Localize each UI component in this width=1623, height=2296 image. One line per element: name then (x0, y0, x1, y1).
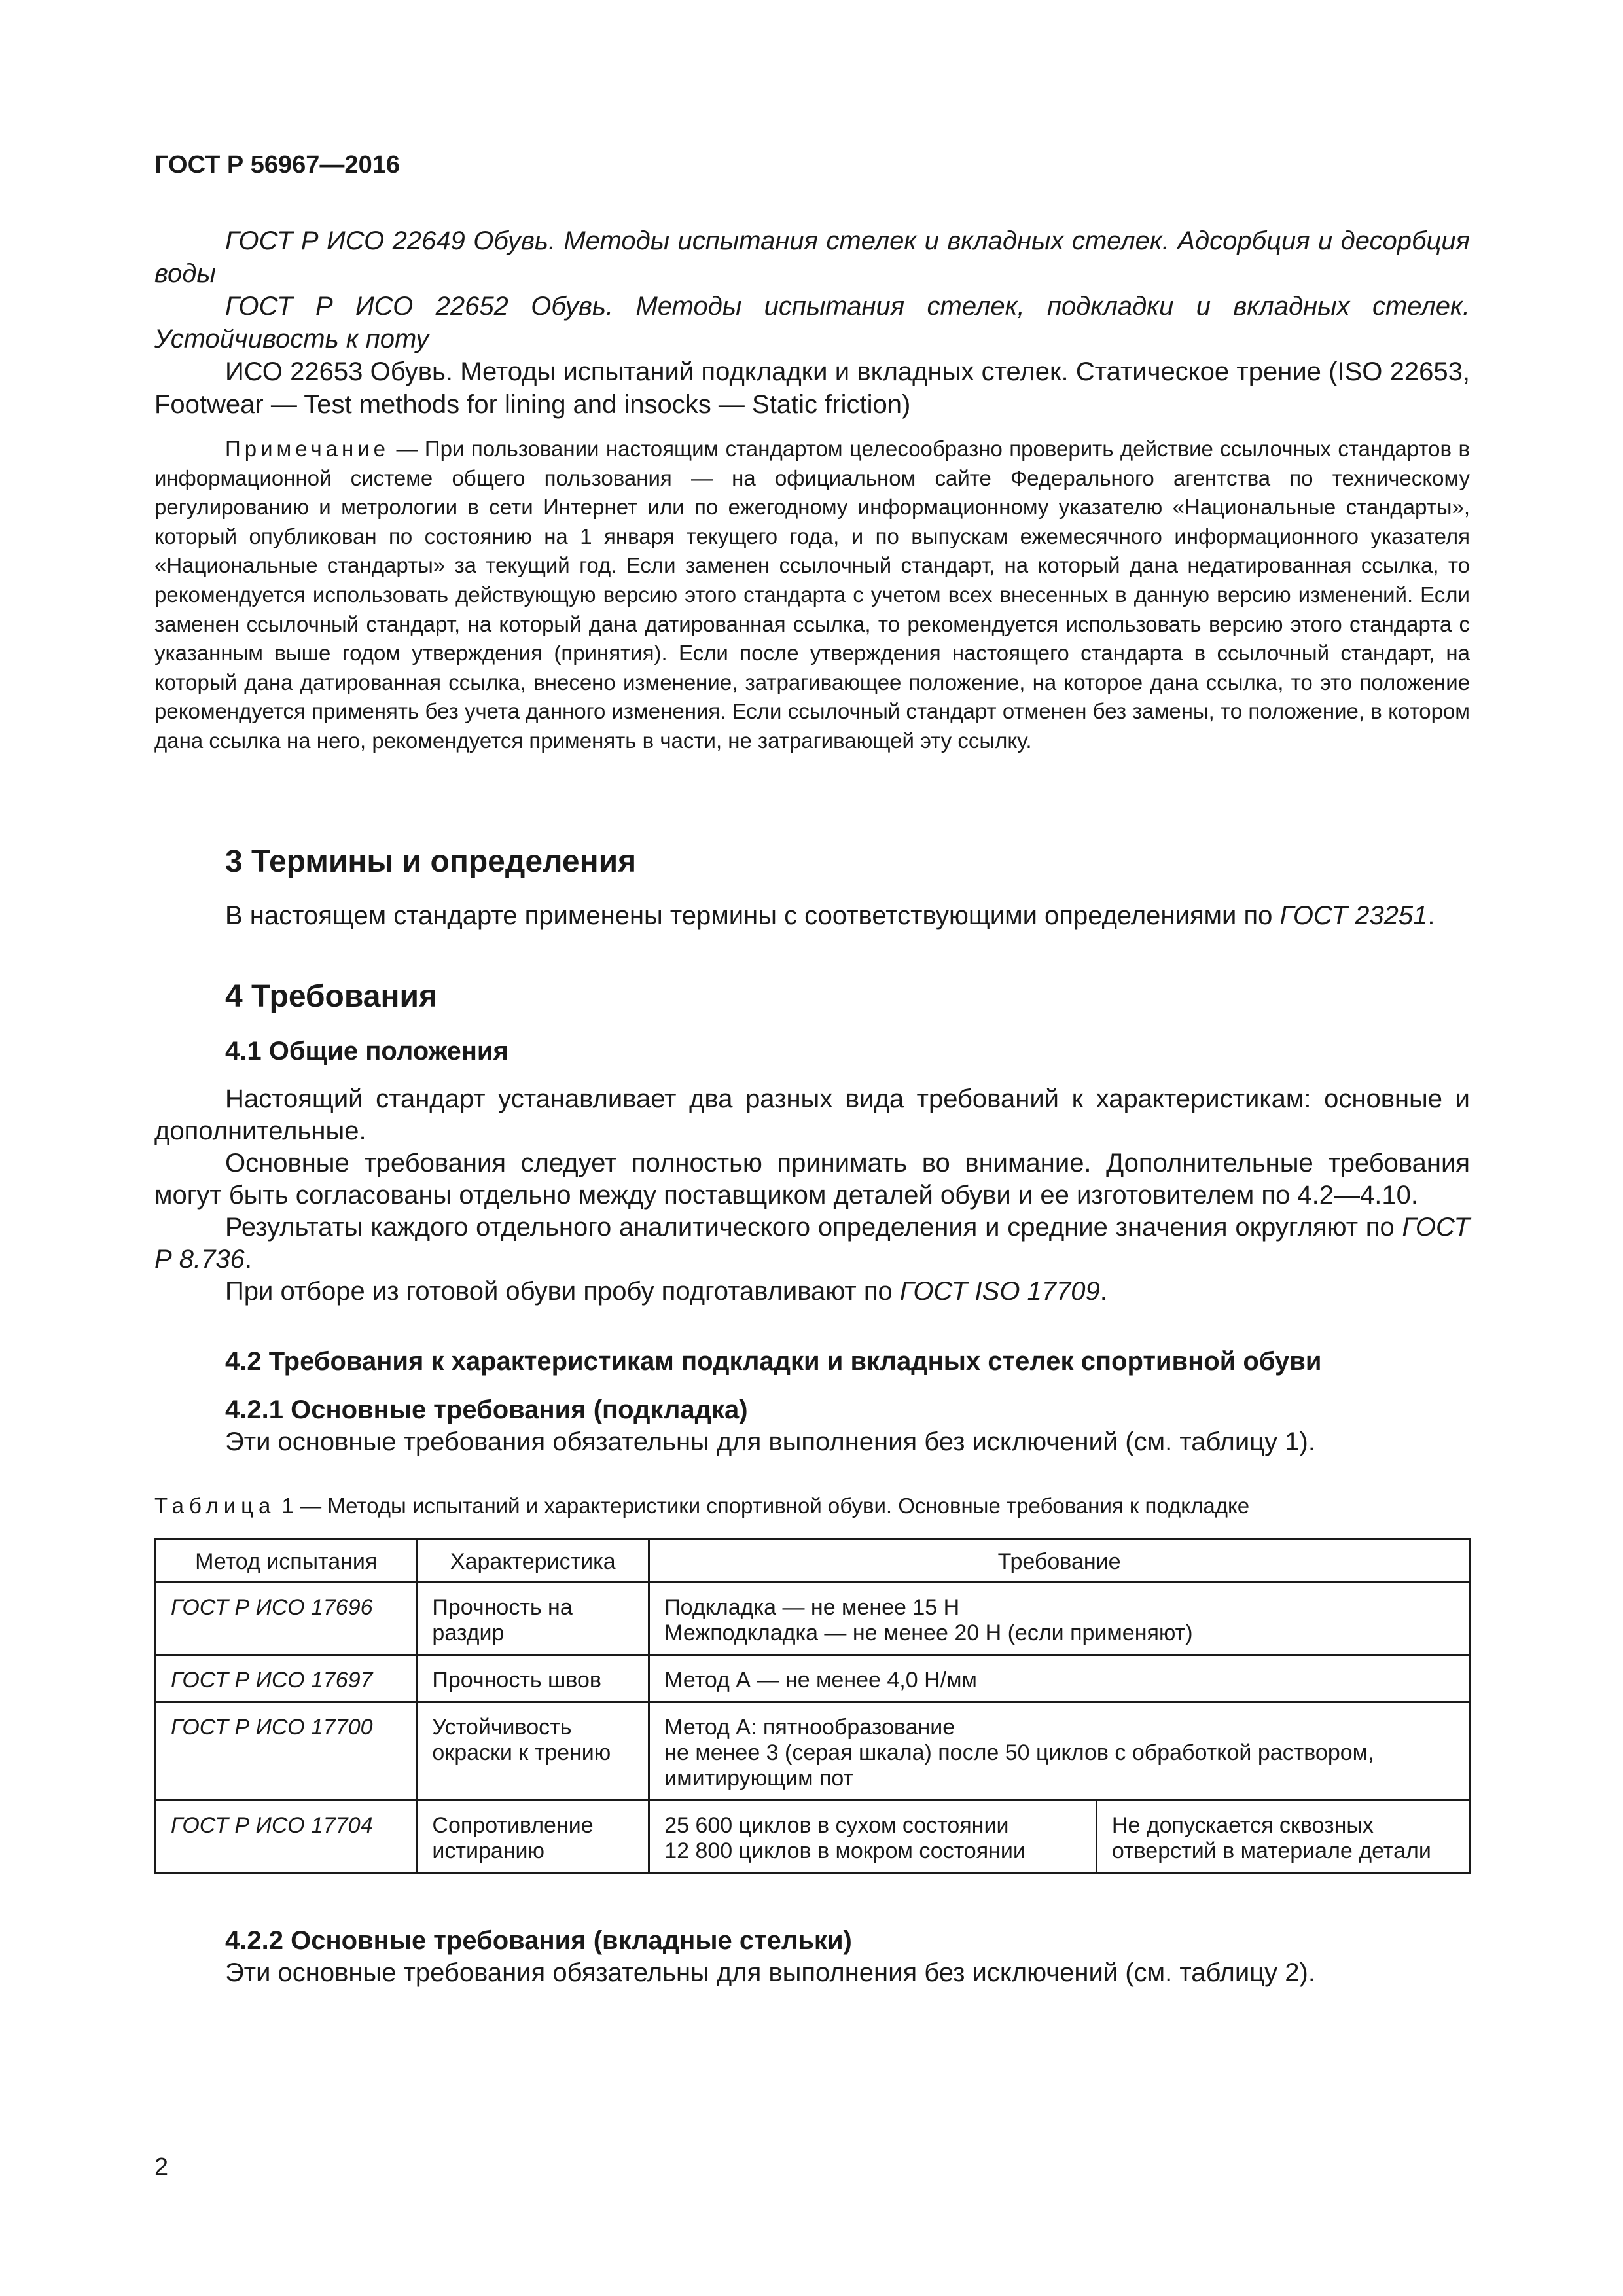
characteristic-cell: Сопротивление истиранию (417, 1801, 649, 1873)
reference-item: ИСО 22653 Обувь. Методы испытаний подкладки и вкладных стелек. Статическое трение (ISO 22653, Footwear — Test methods for lining and insocks — Static friction) (154, 357, 1470, 419)
method-cell: ГОСТ Р ИСО 17696 (156, 1583, 417, 1655)
characteristic-cell: Прочность швов (417, 1655, 649, 1702)
reference-item: ГОСТ Р ИСО 22652 Обувь. Методы испытания стелек, подкладки и вкладных стелек. Устойчивость к поту (154, 292, 1470, 353)
method-cell: ГОСТ Р ИСО 17697 (156, 1655, 417, 1702)
section-4-1-body (154, 1083, 1470, 1308)
column-header-requirement: Требование (649, 1539, 1470, 1583)
requirement-cell (649, 1801, 1097, 1873)
section-4-2-2-text: Эти основные требования обязательны для выполнения без исключений (см. таблицу 2). (225, 1958, 1315, 1987)
requirements-table (154, 1538, 1471, 1874)
table-row (156, 1702, 1470, 1801)
section-3-title: 3 Термины и определения (225, 844, 637, 879)
table-row (156, 1801, 1470, 1873)
table-caption (154, 1492, 1249, 1520)
section-3-text-end: . (1427, 901, 1435, 930)
requirement-cell (649, 1655, 1470, 1702)
paragraph-text: Результаты каждого отдельного аналитического определения и средние значения округляют по (225, 1213, 1402, 1242)
section-3-text-main: В настоящем стандарте применены термины с соответствующими определениями по (225, 901, 1280, 930)
table-row (156, 1655, 1470, 1702)
document-header: ГОСТ Р 56967—2016 (154, 151, 400, 179)
requirement-line: Метод А — не менее 4,0 Н/мм (664, 1668, 977, 1693)
column-header-method: Метод испытания (156, 1539, 417, 1583)
paragraph: Основные требования следует полностью принимать во внимание. Дополнительные требования могут быть согласованы отдельно между поставщиком деталей обуви и ее изготовителем по 4.2—4.10. (154, 1149, 1470, 1210)
section-4-2-1-title: 4.2.1 Основные требования (подкладка) (225, 1395, 748, 1424)
requirement-cell (649, 1702, 1470, 1801)
table-caption-text: 1 — Методы испытаний и характеристики спортивной обуви. Основные требования к подкладке (276, 1494, 1250, 1518)
reference-item: ГОСТ Р ИСО 22649 Обувь. Методы испытания стелек и вкладных стелек. Адсорбция и десорбция воды (154, 226, 1470, 288)
paragraph-text-end: . (1099, 1277, 1107, 1306)
column-header-characteristic: Характеристика (417, 1539, 649, 1583)
document-page (154, 0, 1470, 2296)
section-3-text (154, 900, 1470, 932)
normative-references (154, 224, 1470, 421)
section-4-title: 4 Требования (225, 979, 437, 1014)
requirement-line: Подкладка — не менее 15 Н (664, 1595, 960, 1620)
section-4-2-2-title: 4.2.2 Основные требования (вкладные стельки) (225, 1926, 852, 1955)
method-cell: ГОСТ Р ИСО 17700 (156, 1702, 417, 1801)
section-4-2-title: 4.2 Требования к характеристикам подкладки и вкладных стелек спортивной обуви (225, 1347, 1322, 1376)
requirement-line: Межподкладка — не менее 20 Н (если применяют) (664, 1621, 1193, 1645)
requirement-line: 12 800 циклов в мокром состоянии (664, 1839, 1026, 1863)
requirement-line: не менее 3 (серая шкала) после 50 циклов с обработкой раствором, имитирующим пот (664, 1740, 1374, 1791)
requirement-line: 25 600 циклов в сухом состоянии (664, 1813, 1009, 1838)
requirement-extra-cell: Не допускается сквозных отверстий в материале детали (1096, 1801, 1469, 1873)
table-caption-label: Таблица (154, 1494, 276, 1518)
characteristic-cell: Устойчивость окраски к трению (417, 1702, 649, 1801)
note-paragraph (154, 435, 1470, 756)
paragraph (154, 1276, 1470, 1308)
paragraph-text-end: . (244, 1245, 253, 1274)
reference-link: ГОСТ 23251 (1279, 901, 1428, 930)
reference-link: ГОСТ Р 8.736 (154, 1213, 1470, 1274)
section-4-1-title: 4.1 Общие положения (225, 1037, 508, 1066)
requirement-cell (649, 1583, 1470, 1655)
note-text: — При пользовании настоящим стандартом целесообразно проверить действие ссылочных стандартов в информационной системе общего пользования — на официальном сайте Федерального агентства по техническому регулированию и метрологии в сети Интернет или по ежегодному информационному указателю «Национальные стандарты», который опубликован по состоянию на 1 января текущего года, и по выпускам ежемесячного информационного указателя «Национальные стандарты» за текущий год. Если заменен ссылочный стандарт, на который дана недатированная ссылка, то рекомендуется использовать действующую версию этого стандарта с учетом всех внесенных в данную версию изменений. Если заменен ссылочный стандарт, на который дана датированная ссылка, то рекомендуется использовать версию этого стандарта с указанным выше годом утверждения (принятия). Если после утверждения настоящего стандарта в ссылочный стандарт, на который дана датированная ссылка, внесено изменение, затрагивающее положение, на которое дана ссылка, то это положение рекомендуется применять без учета данного изменения. Если ссылочный стандарт отменен без замены, то положение, в котором дана ссылка на него, рекомендуется применять в части, не затрагивающей эту ссылку. (154, 437, 1470, 753)
section-4-2-1-text: Эти основные требования обязательны для выполнения без исключений (см. таблицу 1). (225, 1427, 1315, 1456)
paragraph-text: При отборе из готовой обуви пробу подготавливают по (225, 1277, 900, 1306)
page-number: 2 (154, 2153, 169, 2181)
table-header-row (156, 1539, 1470, 1583)
paragraph (154, 1211, 1470, 1276)
method-cell: ГОСТ Р ИСО 17704 (156, 1801, 417, 1873)
note-label: Примечание (225, 437, 390, 461)
paragraph: Настоящий стандарт устанавливает два разных вида требований к характеристикам: основные и дополнительные. (154, 1085, 1470, 1145)
requirement-line: Метод А: пятнообразование (664, 1715, 955, 1740)
table-row (156, 1583, 1470, 1655)
reference-link: ГОСТ ISO 17709 (899, 1277, 1100, 1306)
characteristic-cell: Прочность на раздир (417, 1583, 649, 1655)
